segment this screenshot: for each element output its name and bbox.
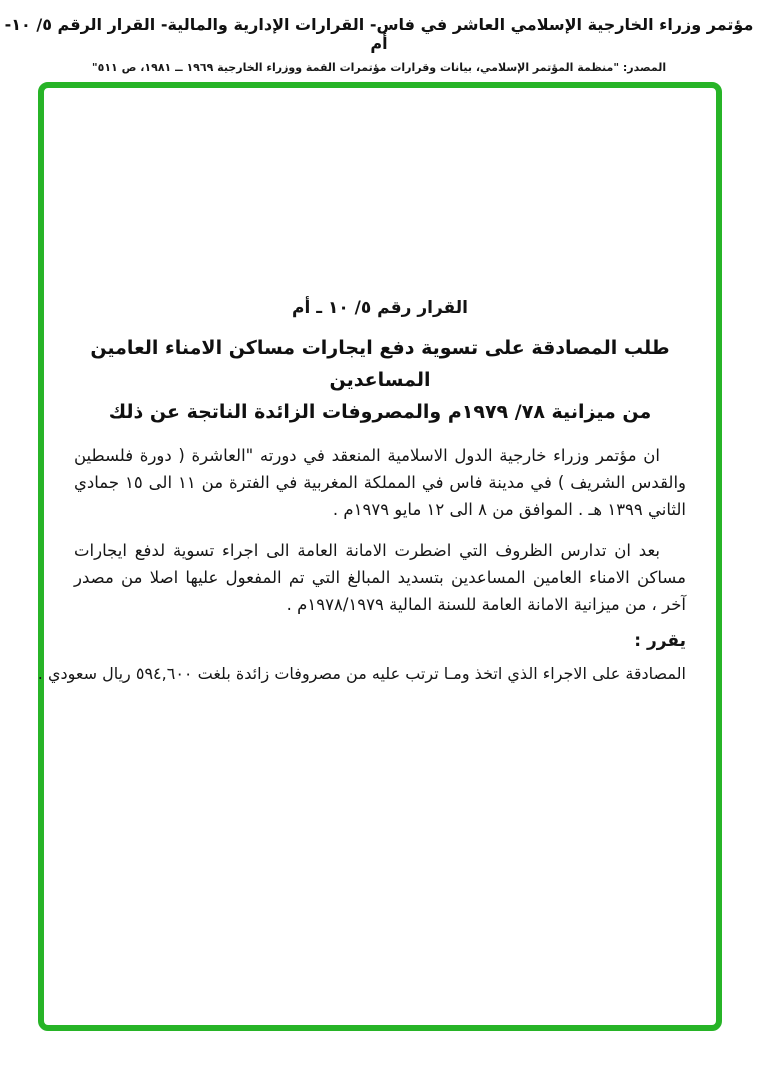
preamble-paragraph: ان مؤتمر وزراء خارجية الدول الاسلامية المنعقد في دورته "العاشرة ( دورة فلسطين والقدس الشريف ) في مدينة فاس في المملكة المغربية في الفترة من ١١ الى ١٥ جمادي الثاني ١٣٩٩ هـ . الموافق من ٨ الى ١٢ مايو ١٩٧٩م . [74,446,686,519]
resolution-paragraph: المصادقة على الاجراء الذي اتخذ ومـا ترتب عليه من مصروفات زائدة بلغت ٥٩٤,٦٠٠ ريال سعودي . [37,664,686,683]
decision-subject-line-2: من ميزانية ٧٨/ ١٩٧٩م والمصروفات الزائدة الناتجة عن ذلك [108,401,652,423]
decision-number-title: القرار رقم ٥/ ١٠ ـ أم [292,298,468,318]
document-header [0,0,758,74]
decision-subject-line-1: طلب المصادقة على تسوية دفع ايجارات مساكن الامناء العامين المساعدين [90,337,670,391]
decides-label: يقرر : [634,631,686,651]
header-source-line: المصدر: "منظمة المؤتمر الإسلامي، بيانات وقرارات مؤتمرات القمة ووزراء الخارجية ١٩٦٩ ــ ١٩٨١، ص ٥١١" [91,61,667,74]
decision-frame [38,82,722,1031]
considerations-paragraph: بعد ان تدارس الظروف التي اضطرت الامانة العامة الى اجراء تسوية لدفع ايجارات مساكن الامناء العامين المساعدين بتسديد المبالغ التي تم المفعول عليها اصلا من مصدر آخر ، من ميزانية الامانة العامة للسنة المالية ١٩٧٨/١٩٧٩م . [74,541,686,614]
header-title: مؤتمر وزراء الخارجية الإسلامي العاشر في فاس- القرارات الإدارية والمالية- القرار الرقم ٥/ ١٠- أم [4,15,754,53]
